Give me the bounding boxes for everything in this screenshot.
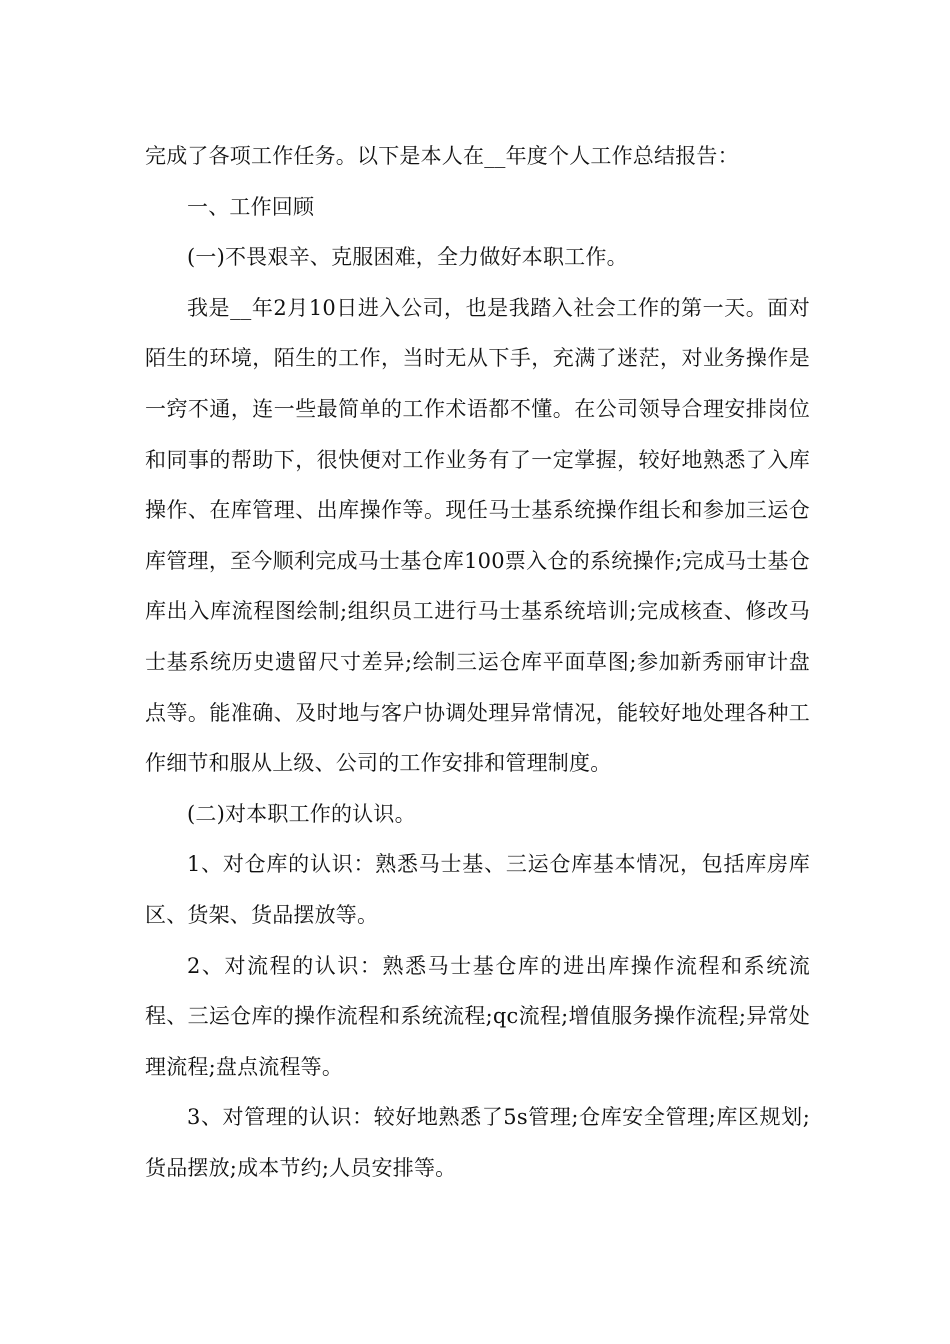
subheading-two: (二)对本职工作的认识。	[187, 801, 416, 826]
paragraph-warehouse: 1、对仓库的认识：熟悉马士基、三运仓库基本情况，包括库房库区、货架、货品摆放等。	[145, 852, 810, 927]
document-body	[145, 131, 810, 1193]
paragraph-management: 3、对管理的认识：较好地熟悉了5s管理;仓库安全管理;库区规划;货品摆放;成本节约;人员安排等。	[145, 1105, 810, 1180]
heading-work-review: 一、工作回顾	[187, 194, 315, 219]
subheading-one: (一)不畏艰辛、克服困难，全力做好本职工作。	[187, 245, 628, 270]
paragraph-process: 2、对流程的认识：熟悉马士基仓库的进出库操作流程和系统流程、三运仓库的操作流程和系统流程;qc流程;增值服务操作流程;异常处理流程;盘点流程等。	[145, 953, 810, 1079]
paragraph-work-detail: 我是__年2月10日进入公司，也是我踏入社会工作的第一天。面对陌生的环境，陌生的工作，当时无从下手，充满了迷茫，对业务操作是一窍不通，连一些最简单的工作术语都不懂。在公司领导合理安排岗位和同事的帮助下，很快便对工作业务有了一定掌握，较好地熟悉了入库操作、在库管理、出库操作等。现任马士基系统操作组长和参加三运仓库管理，至今顺利完成马士基仓库100票入仓的系统操作;完成马士基仓库出入库流程图绘制;组织员工进行马士基系统培训;完成核查、修改马士基系统历史遗留尺寸差异;绘制三运仓库平面草图;参加新秀丽审计盘点等。能准确、及时地与客户协调处理异常情况，能较好地处理各种工作细节和服从上级、公司的工作安排和管理制度。	[145, 295, 810, 776]
paragraph-intro: 完成了各项工作任务。以下是本人在__年度个人工作总结报告：	[145, 144, 739, 168]
